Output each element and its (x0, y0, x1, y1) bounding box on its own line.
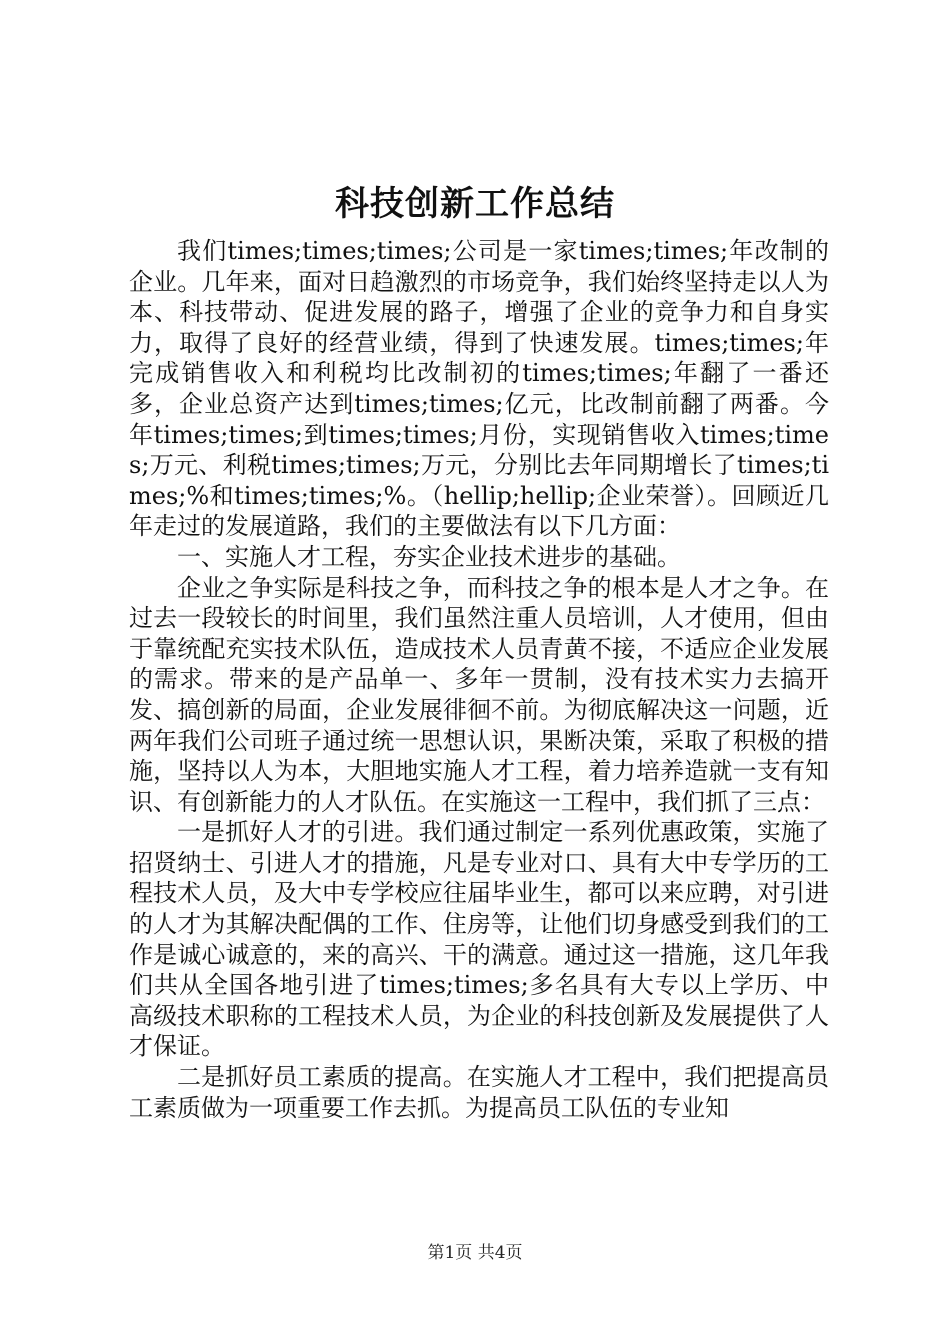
paragraph-talent-competition: 企业之争实际是科技之争，而科技之争的根本是人才之争。在过去一段较长的时间里，我们虽然注重人员培训，人才使用，但由于靠统配充实技术队伍，造成技术人员青黄不接，不适应企业发展的需求。带来的是产品单一、多年一贯制，没有技术实力去搞开发、搞创新的局面，企业发展徘徊不前。为彻底解决这一问题，近两年我们公司班子通过统一思想认识，果断决策，采取了积极的措施，坚持以人为本，大胆地实施人才工程，着力培养造就一支有知识、有创新能力的人才队伍。在实施这一工程中，我们抓了三点： (129, 573, 829, 816)
page-number-footer: 第1页 共4页 (427, 1243, 523, 1263)
paragraph-staff-quality: 二是抓好员工素质的提高。在实施人才工程中，我们把提高员工素质做为一项重要工作去抓。为提高员工队伍的专业知 (129, 1063, 829, 1122)
document-title: 科技创新工作总结 (335, 184, 615, 224)
paragraph-intro: 我们times;times;times;公司是一家times;times;年改制的企业。几年来，面对日趋激烈的市场竞争，我们始终坚持走以人为本、科技带动、促进发展的路子，增强了企业的竞争力和自身实力，取得了良好的经营业绩，得到了快速发展。times;times;年完成销售收入和利税均比改制初的times;times;年翻了一番还多，企业总资产达到times;times;亿元，比改制前翻了两番。今年times;times;到times;times;月份，实现销售收入times;times;万元、利税times;times;万元，分别比去年同期增长了times;times;%和times;times;%。（hellip;hellip;企业荣誉）。回顾近几年走过的发展道路，我们的主要做法有以下几方面： (129, 237, 829, 541)
paragraph-talent-recruitment: 一是抓好人才的引进。我们通过制定一系列优惠政策，实施了招贤纳士、引进人才的措施，凡是专业对口、具有大中专学历的工程技术人员，及大中专学校应往届毕业生，都可以来应聘，对引进的人才为其解决配偶的工作、住房等，让他们切身感受到我们的工作是诚心诚意的，来的高兴、干的满意。通过这一措施，这几年我们共从全国各地引进了times;times;多名具有大专以上学历、中高级技术职称的工程技术人员，为企业的科技创新及发展提供了人才保证。 (129, 818, 829, 1061)
paragraph-section-heading: 一、实施人才工程，夯实企业技术进步的基础。 (177, 542, 681, 571)
document-body (129, 236, 829, 1123)
